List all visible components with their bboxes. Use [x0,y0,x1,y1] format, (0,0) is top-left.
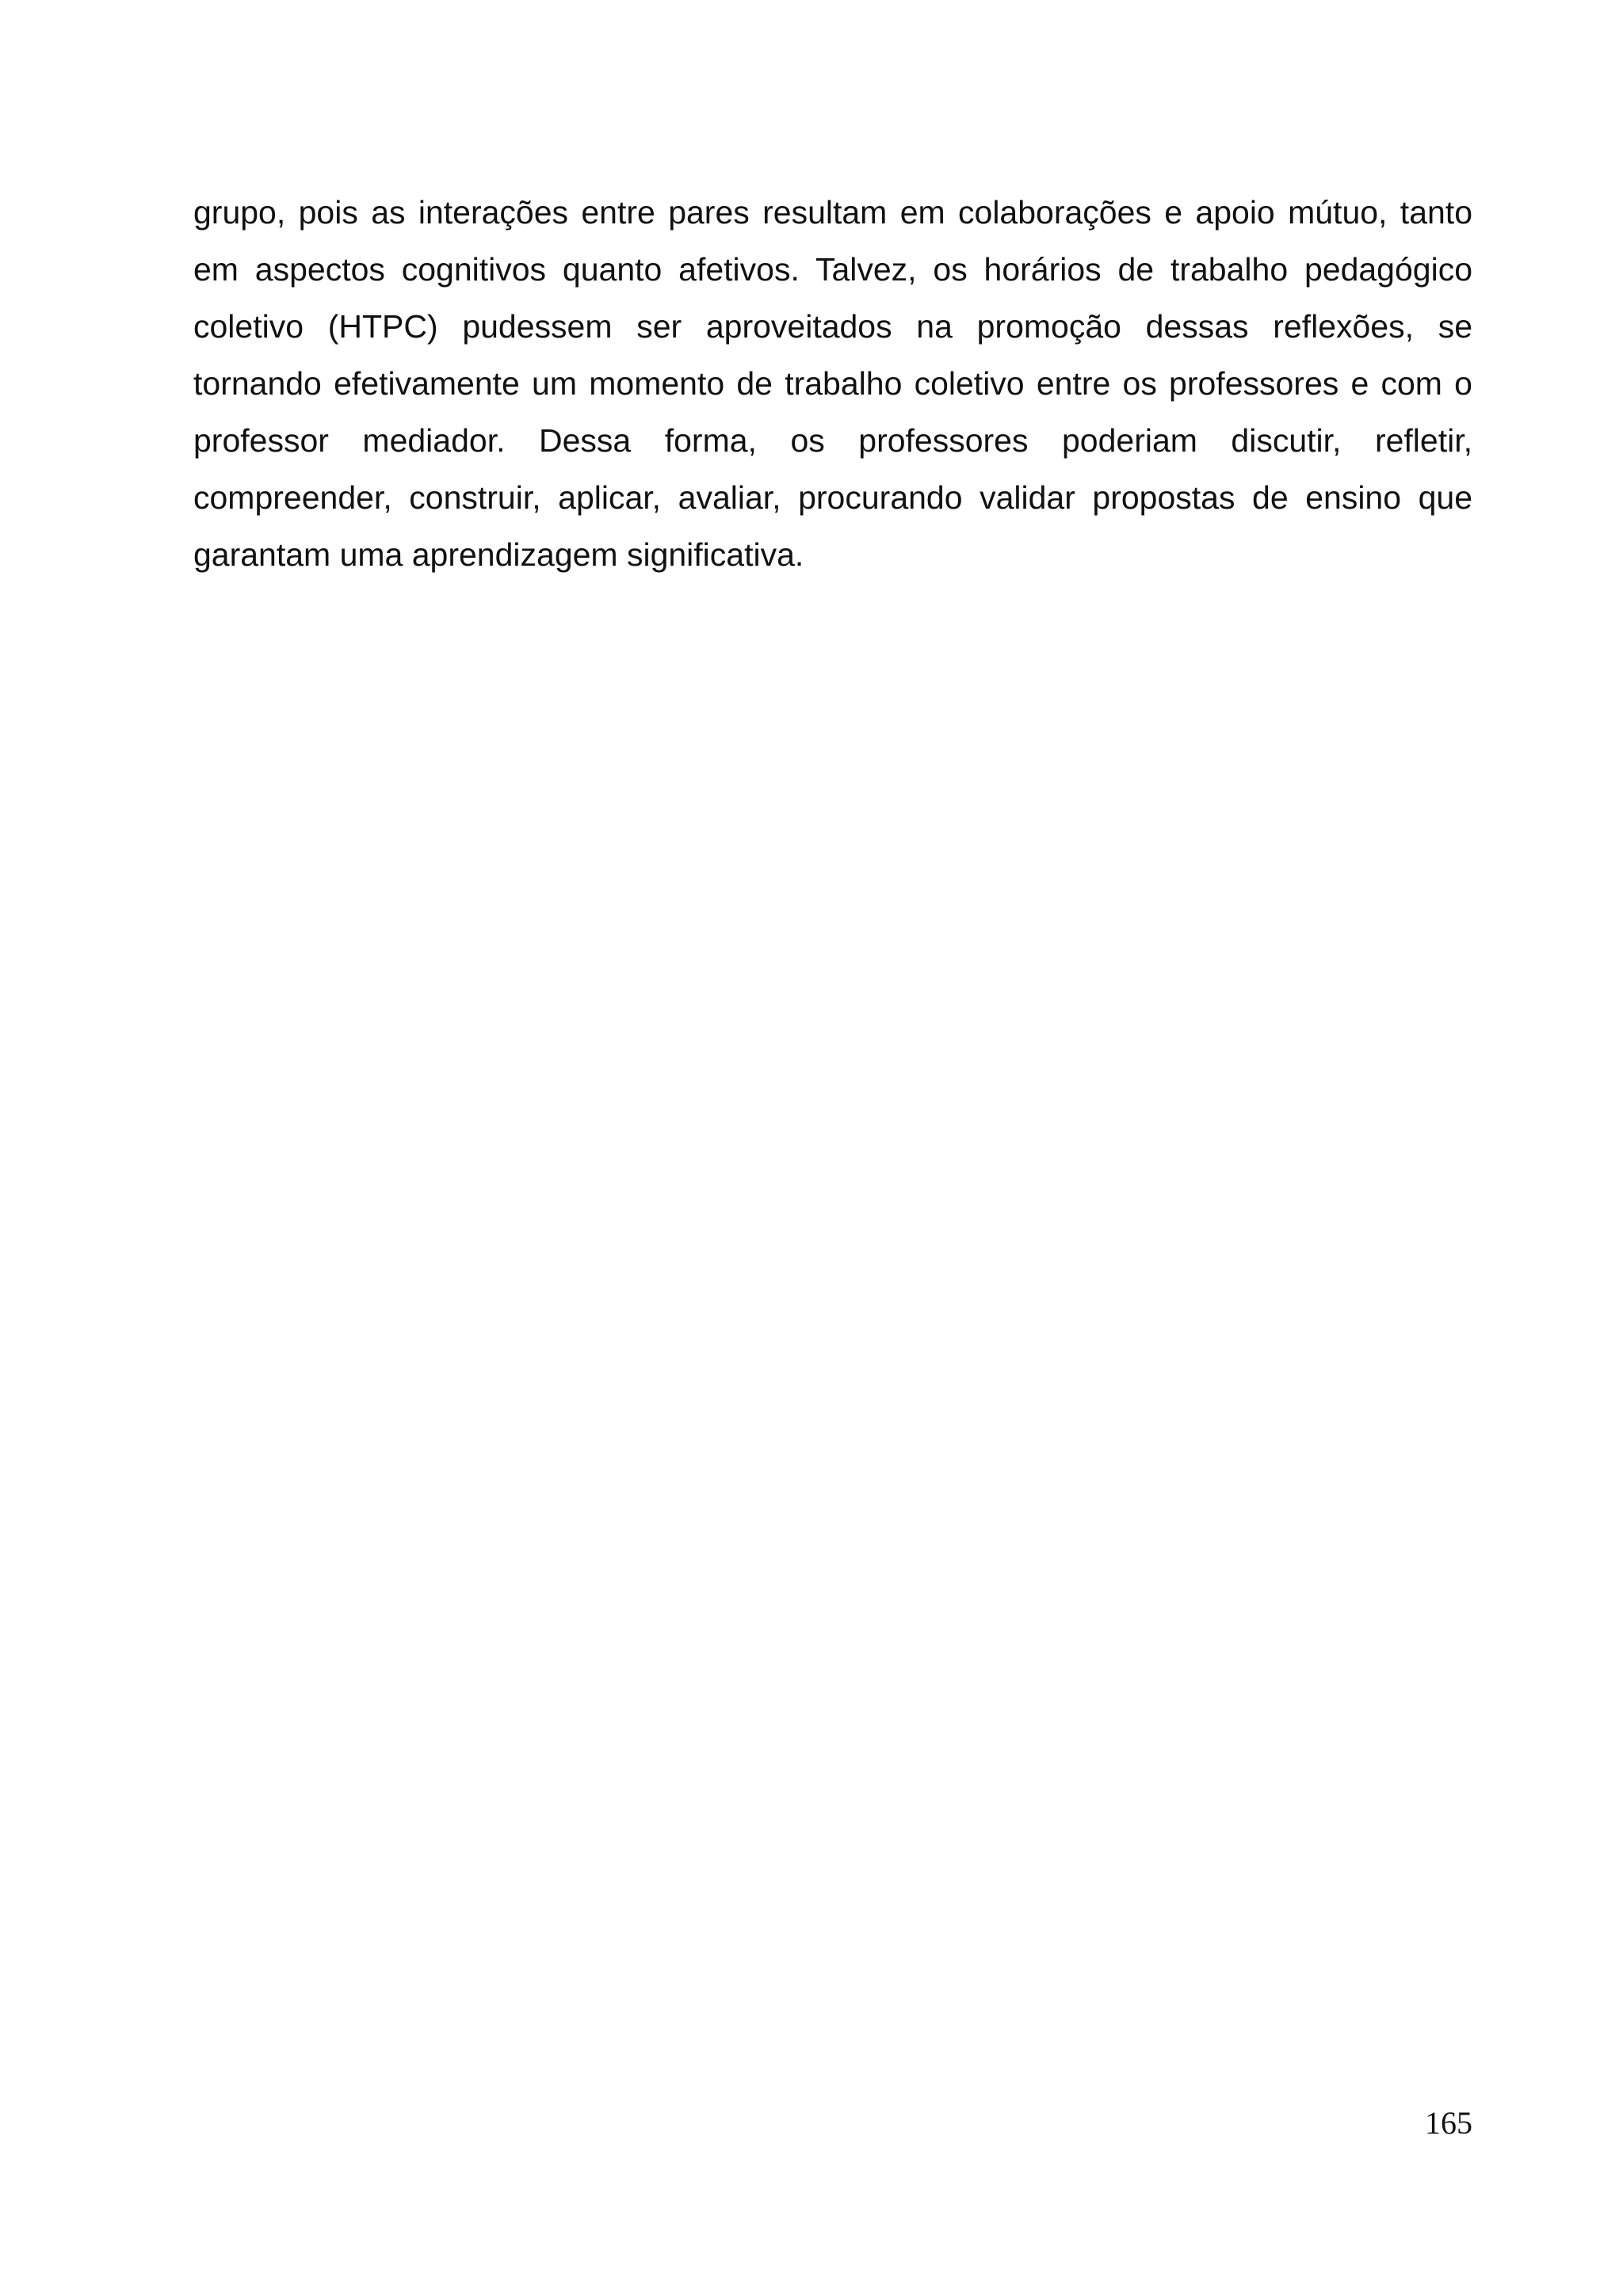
paragraph-line: garantam uma aprendizagem significativa. [193,536,804,573]
paragraph-line: professor mediador. Dessa forma, os professores poderiam discutir, refletir, [193,422,1472,459]
page-number: 165 [1425,2105,1472,2141]
paragraph-line: em aspectos cognitivos quanto afetivos. Talvez, os horários de trabalho pedagógico [193,251,1472,288]
paragraph-line: compreender, construir, aplicar, avaliar, procurando validar propostas de ensino que [193,479,1472,516]
paragraph-line: tornando efetivamente um momento de trabalho coletivo entre os professores e com o [193,365,1472,402]
body-paragraph [193,184,1472,583]
paragraph-line: coletivo (HTPC) pudessem ser aproveitados na promoção dessas reflexões, se [193,308,1472,345]
paragraph-line: grupo, pois as interações entre pares resultam em colaborações e apoio mútuo, tanto [193,194,1472,231]
